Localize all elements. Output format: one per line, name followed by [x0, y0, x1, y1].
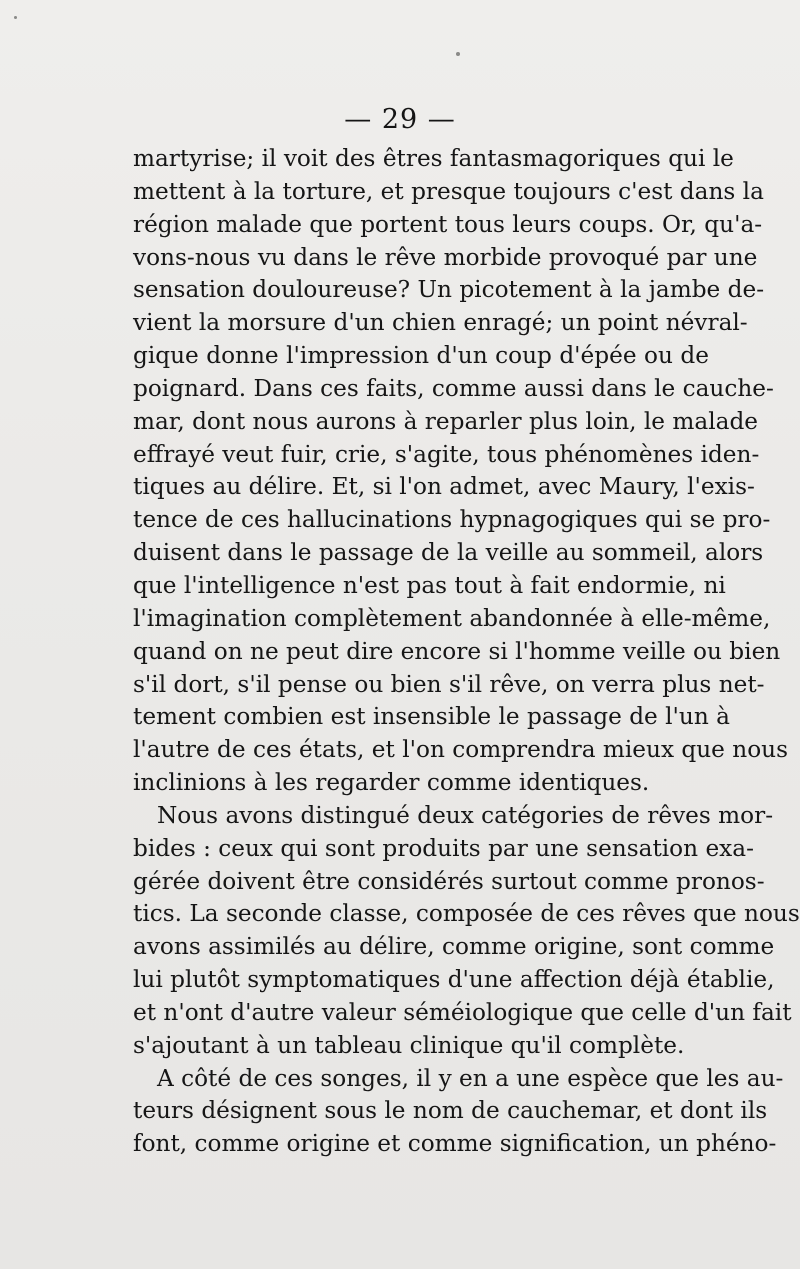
text-line: poignard. Dans ces faits, comme aussi dans le cauche- — [133, 374, 774, 402]
text-line: quand on ne peut dire encore si l'homme veille ou bien — [133, 637, 781, 665]
text-line: l'imagination complètement abandonnée à elle-même, — [133, 604, 771, 632]
text-line: lui plutôt symptomatiques d'une affection déjà établie, — [133, 966, 775, 994]
body-text — [133, 143, 800, 1161]
text-line: tiques au délire. Et, si l'on admet, avec Maury, l'exis- — [133, 473, 755, 501]
text-line: tence de ces hallucinations hypnagogiques qui se pro- — [133, 506, 771, 534]
paper-speck — [456, 52, 460, 56]
text-line: avons assimilés au délire, comme origine, sont comme — [133, 933, 775, 961]
page-number: — 29 — — [344, 104, 456, 135]
paragraph-start-line: A côté de ces songes, il y en a une espèce que les au- — [157, 1064, 784, 1092]
text-line: vient la morsure d'un chien enragé; un point névral- — [133, 309, 748, 337]
text-line: bides : ceux qui sont produits par une sensation exa- — [133, 834, 754, 862]
text-line: effrayé veut fuir, crie, s'agite, tous phénomènes iden- — [133, 440, 760, 468]
text-line: gérée doivent être considérés surtout comme pronos- — [133, 867, 765, 895]
paper-speck — [14, 16, 17, 19]
text-line: duisent dans le passage de la veille au sommeil, alors — [133, 539, 764, 567]
text-line: vons-nous vu dans le rêve morbide provoqué par une — [133, 243, 758, 271]
paragraph-start-line: Nous avons distingué deux catégories de rêves mor- — [157, 801, 774, 829]
text-line: mar, dont nous aurons à reparler plus loin, le malade — [133, 407, 759, 435]
text-line: martyrise; il voit des êtres fantasmagoriques qui le — [133, 145, 734, 172]
text-line: tics. La seconde classe, composée de ces rêves que nous — [133, 900, 800, 928]
text-line: mettent à la torture, et presque toujours c'est dans la — [133, 177, 764, 205]
text-line: l'autre de ces états, et l'on comprendra mieux que nous — [133, 736, 788, 764]
text-line: gique donne l'impression d'un coup d'épée ou de — [133, 342, 709, 370]
text-line: région malade que portent tous leurs coups. Or, qu'a- — [133, 210, 763, 238]
text-line: tement combien est insensible le passage de l'un à — [133, 703, 730, 731]
text-line: sensation douloureuse? Un picotement à la jambe de- — [133, 276, 765, 304]
text-line: et n'ont d'autre valeur séméiologique que celle d'un fait — [133, 998, 792, 1026]
text-line: s'il dort, s'il pense ou bien s'il rêve, on verra plus net- — [133, 670, 765, 698]
paragraph-end-line: inclinions à les regarder comme identiques. — [133, 769, 650, 797]
text-line: font, comme origine et comme signification, un phéno- — [133, 1130, 777, 1158]
text-line: teurs désignent sous le nom de cauchemar, et dont ils — [133, 1097, 768, 1125]
paragraph-end-line: s'ajoutant à un tableau clinique qu'il complète. — [133, 1031, 685, 1059]
text-line: que l'intelligence n'est pas tout à fait endormie, ni — [133, 571, 726, 599]
